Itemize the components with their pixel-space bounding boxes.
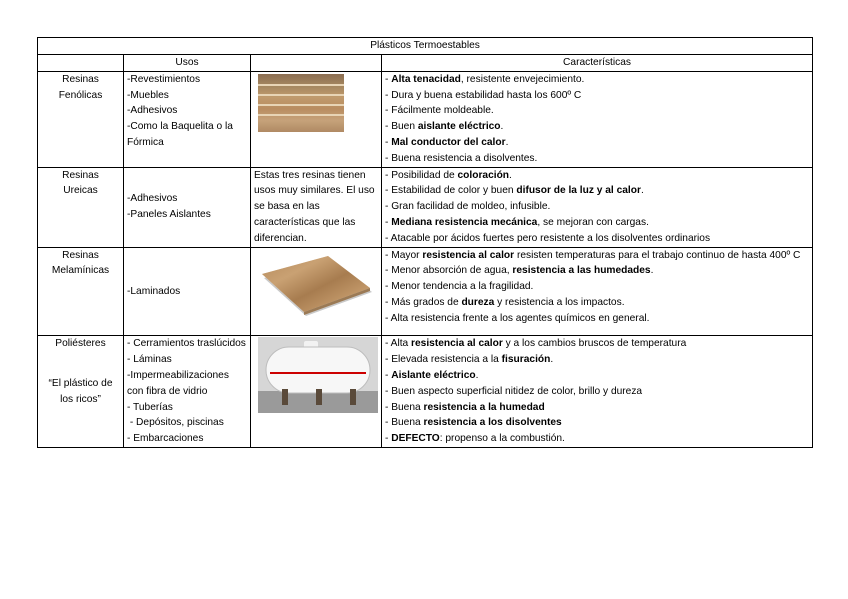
row-image-cell	[251, 247, 382, 336]
row-usos	[124, 247, 251, 336]
uso-item: -Adhesivos	[127, 105, 178, 117]
laminate-sheet-image	[258, 254, 376, 330]
caracteristica: - Atacable por ácidos fuertes pero resistente a los disolventes ordinarios	[385, 232, 711, 244]
table-row-melaminicas	[38, 247, 813, 336]
caracteristica: - Alta resistencia frente a los agentes químicos en general.	[385, 312, 650, 324]
row-image-cell	[251, 336, 382, 448]
table-title: Plásticos Termoestables	[38, 38, 813, 55]
row-usos	[124, 336, 251, 448]
row-name	[38, 336, 124, 448]
caracteristica: - Buena resistencia a la humedad	[385, 401, 545, 413]
caracteristica: - Alta resistencia al calor y a los cambios bruscos de temperatura	[385, 338, 687, 350]
uso-item: -Laminados	[127, 285, 181, 297]
uso-item: -Adhesivos	[127, 193, 178, 205]
caracteristica: - Menor tendencia a la fragilidad.	[385, 281, 534, 293]
caracteristica: - Mayor resistencia al calor resisten temperaturas para el trabajo continuo de hasta 400º C	[385, 249, 801, 261]
caracteristica: - Mediana resistencia mecánica, se mejoran con cargas.	[385, 216, 649, 228]
thermoset-plastics-table	[37, 37, 813, 448]
row-image-cell	[251, 71, 382, 167]
caracteristica: - Fácilmente moldeable.	[385, 105, 494, 117]
uso-item: -Muebles	[127, 89, 169, 101]
caracteristica: - Buen aislante eléctrico.	[385, 121, 504, 133]
row-name	[38, 247, 124, 336]
uso-item: - Embarcaciones	[127, 433, 204, 445]
row-name	[38, 167, 124, 247]
header-caracteristicas: Características	[382, 55, 813, 72]
table-row-fenolicas	[38, 71, 813, 167]
caracteristica: - Buena resistencia a los disolventes	[385, 417, 562, 429]
uso-item: - Depósitos, piscinas	[127, 417, 224, 429]
caracteristica: - Dura y buena estabilidad hasta los 600º C	[385, 89, 582, 101]
caracteristica: - Mal conductor del calor.	[385, 136, 509, 148]
row-name-line: Melamínicas	[51, 265, 110, 277]
caracteristica: - Posibilidad de coloración.	[385, 169, 512, 181]
row-caracteristicas	[382, 167, 813, 247]
row-caracteristicas	[382, 336, 813, 448]
table-row-poliesteres	[38, 336, 813, 448]
header-empty	[38, 55, 124, 72]
row-name	[38, 71, 124, 167]
header-usos: Usos	[124, 55, 251, 72]
uso-item: -Impermeabilizaciones con fibra de vidrio	[127, 369, 229, 397]
polyester-tank-image	[258, 337, 378, 413]
row-usos	[124, 167, 251, 247]
uso-item: -Paneles Aislantes	[127, 209, 211, 221]
caracteristica: - Buena resistencia a disolventes.	[385, 152, 538, 164]
laminated-wood-image	[258, 74, 344, 132]
header-empty-2	[251, 55, 382, 72]
row-subname-line: “El plástico de	[48, 378, 113, 390]
row-name-line: Resinas	[62, 169, 99, 181]
row-subname-line: los ricos”	[60, 393, 101, 405]
caracteristica: - Buen aspecto superficial nitidez de color, brillo y dureza	[385, 385, 643, 397]
uso-item: - Tuberías	[127, 401, 173, 413]
uso-item: -Revestimientos	[127, 73, 201, 85]
caracteristica: - Más grados de dureza y resistencia a los impactos.	[385, 296, 625, 308]
caracteristica: - Estabilidad de color y buen difusor de la luz y al calor.	[385, 185, 644, 197]
table-row-ureicas	[38, 167, 813, 247]
uso-item: - Cerramientos traslúcidos - Láminas	[127, 338, 246, 366]
row-name-line: Resinas	[62, 249, 99, 261]
caracteristica: - Alta tenacidad, resistente envejecimiento.	[385, 73, 585, 85]
row-caracteristicas	[382, 71, 813, 167]
caracteristica: - Gran facilidad de moldeo, infusible.	[385, 201, 551, 213]
caracteristica: - Menor absorción de agua, resistencia a las humedades.	[385, 265, 654, 277]
row-usos	[124, 71, 251, 167]
caracteristica: - DEFECTO: propenso a la combustión.	[385, 433, 565, 445]
row-name-line: Ureicas	[63, 185, 98, 197]
shared-note: Estas tres resinas tienen usos muy similares. El uso se basa en las características que las diferencian.	[251, 167, 382, 247]
row-name-line: Fenólicas	[58, 89, 103, 101]
row-name-line: Resinas	[62, 73, 99, 85]
caracteristica: - Aislante eléctrico.	[385, 369, 479, 381]
uso-item: -Como la Baquelita o la Fórmica	[127, 121, 233, 148]
row-caracteristicas	[382, 247, 813, 336]
row-name-line: Poliésteres	[55, 338, 106, 350]
caracteristica: - Elevada resistencia a la fisuración.	[385, 354, 554, 366]
